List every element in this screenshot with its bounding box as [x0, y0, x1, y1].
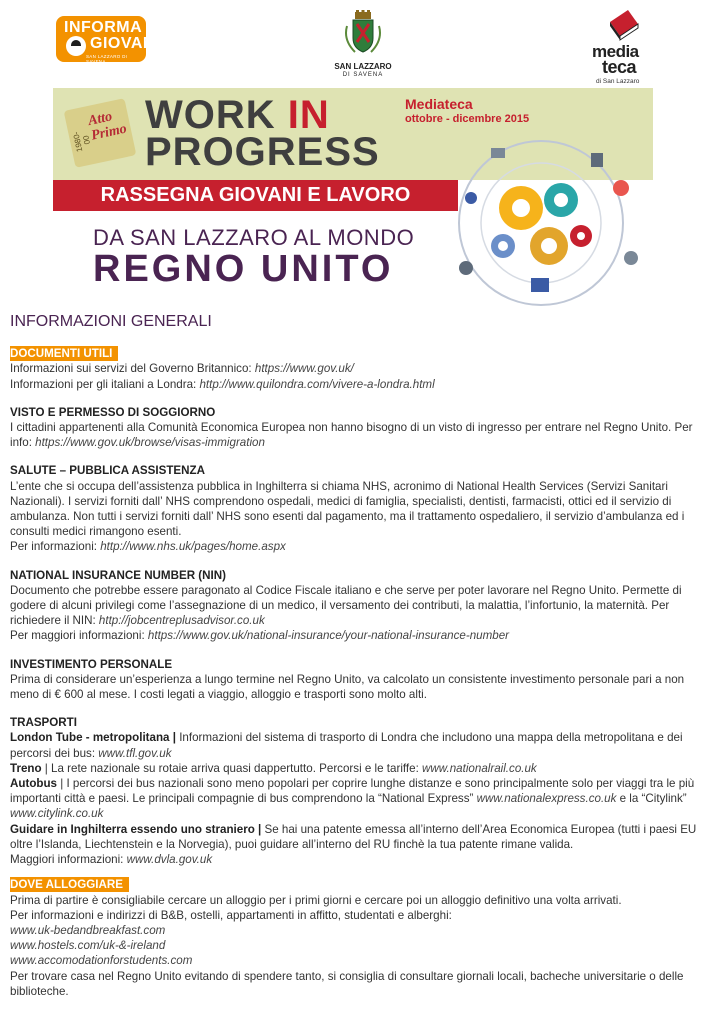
link-gov-uk[interactable]: https://www.gov.uk/: [254, 362, 354, 376]
documenti-line2: [10, 377, 715, 392]
banner-title-progress: PROGRESS: [145, 130, 380, 174]
tube-text: Informazioni del sistema di trasporto di Londra che includono una mappa della metropolitana e dei percorsi dei bus:: [10, 731, 683, 760]
nin-info-text: Per maggiori informazioni:: [10, 629, 148, 643]
investimento-text: Prima di considerare un’esperienza a lungo termine nel Regno Unito, va calcolato un consistente investimento personale pari a non meno di € 600 al mese. I costi legati a viaggio, alloggio e trasporti sono molto alti.: [10, 672, 685, 702]
link-tfl[interactable]: www.tfl.gov.uk: [98, 746, 172, 760]
banner-subtitle: RASSEGNA GIOVANI E LAVORO: [100, 184, 411, 206]
avatar-icon: [66, 36, 86, 56]
ticket-year: 1980-00: [71, 130, 92, 153]
section-alloggiare: [10, 877, 715, 999]
link-visas[interactable]: https://www.gov.uk/browse/visas-immigration: [35, 436, 265, 450]
informa-giovani-line2: GIOVANI: [90, 35, 160, 52]
link-dvla[interactable]: www.dvla.gov.uk: [126, 853, 213, 867]
link-jobcentre[interactable]: http://jobcentreplusadvisor.co.uk: [98, 614, 265, 628]
page-title: INFORMAZIONI GENERALI: [10, 313, 212, 330]
mediateca-logo: [592, 8, 664, 84]
trasporti-guida: [10, 822, 715, 852]
guida-info-text: Maggiori informazioni:: [10, 853, 127, 867]
gear-icon: [530, 227, 568, 265]
nin-body: Documento che potrebbe essere paragonato al Codice Fiscale italiano e che serve per poter lavorare nel Regno Unito. Permette di godere di alcuni privilegi come l’assegnazione di un medico, il versamento dei contributi, la malattia, l’infortunio, la maternità. Per richiedere il NIN:: [10, 583, 682, 628]
informa-giovani-line1: INFORMA: [64, 19, 143, 36]
link-accomodation[interactable]: www.accomodationforstudents.com: [10, 954, 193, 968]
autobus-label: Autobus: [10, 777, 58, 791]
autobus-mid: e la “Citylink”: [616, 792, 687, 806]
documenti-line1: [10, 361, 715, 376]
guida-label: Guidare in Inghilterra essendo uno straniero |: [10, 822, 262, 836]
gear-icon: [544, 183, 578, 217]
visto-text: [10, 420, 715, 450]
comune-name: SAN LAZZARO: [334, 62, 392, 71]
section-title-documenti: DOCUMENTI UTILI: [10, 346, 118, 361]
banner-line2: REGNO UNITO: [93, 248, 394, 290]
section-title-investimento: INVESTIMENTO PERSONALE: [10, 657, 173, 671]
link-nationalrail[interactable]: www.nationalrail.co.uk: [422, 761, 537, 775]
documenti-line1-text: Informazioni sui servizi del Governo Britannico:: [10, 362, 255, 376]
trasporti-guida-info: [10, 852, 715, 867]
section-visto: [10, 405, 715, 451]
banner-title-work: [145, 93, 330, 137]
alloggiare-info: Per informazioni e indirizzi di B&B, ostelli, appartamenti in affitto, studentati e alberghi:: [10, 908, 452, 922]
section-title-trasporti: TRASPORTI: [10, 716, 77, 730]
title-in: IN: [287, 93, 330, 137]
salute-info: [10, 539, 715, 554]
gear-icon: [499, 186, 543, 230]
gears-illustration: [431, 128, 653, 310]
mediateca-line2: teca: [602, 57, 637, 77]
comune-logo: [330, 10, 396, 76]
trasporti-tube: [10, 730, 715, 760]
section-salute: [10, 463, 715, 554]
autobus-text: | I percorsi dei bus nazionali sono meno popolari per coprire lunghe distanze e sono principalmente solo per viaggi tra le più importanti città e paesi. Le principali compagnie di bus comprendono la “National Express”: [10, 777, 695, 806]
section-title-salute: SALUTE – PUBBLICA ASSISTENZA: [10, 464, 205, 478]
link-bedandbreakfast[interactable]: www.uk-bedandbreakfast.com: [10, 923, 166, 937]
section-title-visto: VISTO E PERMESSO DI SOGGIORNO: [10, 405, 216, 419]
trasporti-treno: [10, 761, 715, 776]
salute-info-text: Per informazioni:: [10, 540, 101, 554]
treno-label: Treno: [10, 761, 42, 775]
info-content: [10, 310, 715, 1012]
section-trasporti: [10, 715, 715, 867]
banner-line1: DA SAN LAZZARO AL MONDO: [93, 225, 415, 250]
crest-icon: [343, 10, 383, 60]
section-documenti: [10, 346, 715, 392]
trasporti-autobus: [10, 776, 715, 822]
link-hostels[interactable]: www.hostels.com/uk-&-ireland: [10, 939, 166, 953]
salute-text: L’ente che si occupa dell’assistenza pubblica in Inghilterra si chiama NHS, acronimo di National Health Services (Servizi Sanitari Nazionali). I servizi forniti dall’ NHS comprendono ospedali, medici di famiglia, specialisti, dentisti, farmacisti, ottici ed il servizio di ambulanza. Non tutti i servizi forniti dall’ NHS sono esenti dal pagamento, ma il trattamento ospedaliero, il servizio d’ambulanza ed i consulti medici rimangono esenti.: [10, 479, 685, 539]
link-national-insurance[interactable]: https://www.gov.uk/national-insurance/your-national-insurance-number: [147, 629, 510, 643]
informa-giovani-logo: [56, 16, 160, 66]
documenti-line2-text: Informazioni per gli italiani a Londra:: [10, 377, 200, 391]
section-title-nin: NATIONAL INSURANCE NUMBER (NIN): [10, 568, 226, 582]
visto-body: I cittadini appartenenti alla Comunità Economica Europea non hanno bisogno di un visto di ingresso per entrare nel Regno Unito. Per info:: [10, 421, 693, 450]
event-banner: [53, 88, 653, 310]
link-nhs[interactable]: http://www.nhs.uk/pages/home.aspx: [100, 540, 286, 554]
link-citylink[interactable]: www.citylink.co.uk: [10, 807, 104, 821]
banner-venue: Mediateca: [405, 96, 473, 112]
ticket-text: Atto Primo: [86, 109, 129, 144]
alloggiare-closing: Per trovare casa nel Regno Unito evitando di spendere tanto, si consiglia di consultare giornali locali, bacheche universitarie o delle biblioteche.: [10, 969, 684, 998]
banner-dates: ottobre - dicembre 2015: [405, 113, 530, 125]
section-nin: [10, 568, 715, 644]
gear-icon: [491, 234, 515, 258]
title-work: WORK: [145, 93, 276, 137]
guida-text: Se hai una patente emessa all’interno dell’Area Economica Europea (tutti i paesi EU oltre l’Islanda, Liechtenstein e la Norvegia), puoi guidare all’interno del RU finchè la tua patente rimane valida.: [10, 822, 697, 851]
mediateca-line3: di San Lazzaro: [596, 78, 640, 85]
treno-text: | La rete nazionale su rotaie arriva quasi dappertutto. Percorsi e le tariffe:: [41, 761, 423, 775]
gear-icon: [570, 225, 592, 247]
section-investimento: [10, 657, 715, 703]
informa-giovani-sub: SAN LAZZARO DI SAVENA: [86, 54, 128, 64]
book-icon: [606, 8, 642, 42]
comune-subname: DI SAVENA: [342, 72, 384, 78]
link-quilondra[interactable]: http://www.quilondra.com/vivere-a-londra.html: [199, 377, 435, 391]
link-nationalexpress[interactable]: www.nationalexpress.co.uk: [476, 792, 617, 806]
section-title-alloggiare: DOVE ALLOGGIARE: [10, 877, 129, 892]
mediateca-line1: media: [592, 42, 639, 61]
tube-label: London Tube - metropolitana |: [10, 731, 176, 745]
nin-info: [10, 628, 715, 643]
nin-text: [10, 583, 715, 629]
alloggiare-text: Prima di partire è consigliabile cercare un alloggio per i primi giorni e cercare poi un alloggio definitivo una volta arrivati.: [10, 893, 622, 907]
